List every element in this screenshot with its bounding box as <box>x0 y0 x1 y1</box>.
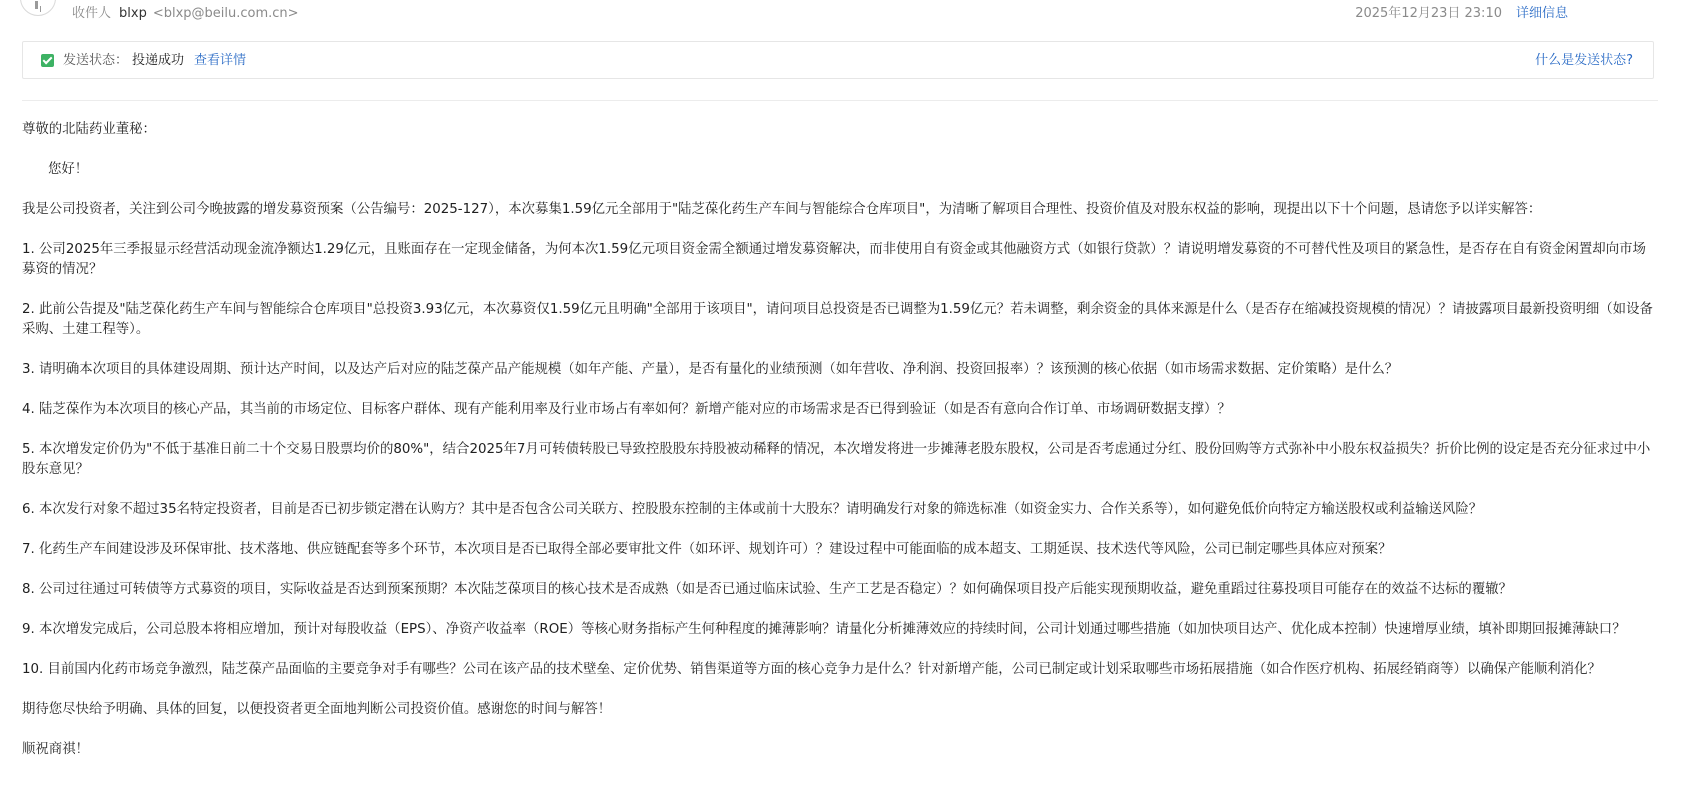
question-8: 8. 公司过往通过可转债等方式募资的项目，实际收益是否达到预案预期？本次陆芝葆项目的核心技术是否成熟（如是否已通过临床试验、生产工艺是否稳定）？如何确保项目投产后能实现预期收益，避免重蹈过往募投项目可能存在的效益不达标的覆辙？ <box>22 582 1512 597</box>
header-meta <box>1355 4 1568 24</box>
question-9: 9. 本次增发完成后，公司总股本将相应增加，预计对每股收益（EPS）、净资产收益率（ROE）等核心财务指标产生何种程度的摊薄影响？请量化分析摊薄效应的持续时间，公司计划通过哪些措施（如加快项目达产、优化成本控制）快速增厚业绩，填补即期回报摊薄缺口？ <box>22 622 1626 637</box>
question-2: 2. 此前公告提及"陆芝葆化药生产车间与智能综合仓库项目"总投资3.93亿元，本次募资仅1.59亿元且明确"全部用于该项目"，请问项目总投资是否已调整为1.59亿元？若未调整，剩余资金的具体来源是什么（是否存在缩减投资规模的情况）？请披露项目最新投资明细（如设备采购、土建工程等）。 <box>22 302 1653 337</box>
question-1: 1. 公司2025年三季报显示经营活动现金流净额达1.29亿元，且账面存在一定现金储备，为何本次1.59亿元项目资金需全额通过增发募资解决，而非使用自有资金或其他融资方式（如银行贷款）？请说明增发募资的不可替代性及项目的紧急性，是否存在自有资金闲置却向市场募资的情况？ <box>22 242 1646 277</box>
signoff: 顺祝商祺！ <box>22 742 89 757</box>
recipient-name[interactable]: blxp <box>119 6 147 21</box>
question-10: 10. 目前国内化药市场竞争激烈，陆芝葆产品面临的主要竞争对手有哪些？公司在该产品的技术壁垒、定价优势、销售渠道等方面的核心竞争力是什么？针对新增产能，公司已制定或计划采取哪些市场拓展措施（如合作医疗机构、拓展经销商等）以确保产能顺利消化？ <box>22 662 1601 677</box>
check-icon <box>41 54 54 67</box>
view-details-link[interactable]: 查看详情 <box>194 53 247 68</box>
sender-avatar[interactable] <box>20 0 56 16</box>
status-label: 发送状态： <box>63 53 129 68</box>
question-4: 4. 陆芝葆作为本次项目的核心产品，其当前的市场定位、目标客户群体、现有产能利用率及行业市场占有率如何？新增产能对应的市场需求是否已得到验证（如是否有意向合作订单、市场调研数据支撑）？ <box>22 402 1231 417</box>
hello: 您好！ <box>48 162 89 177</box>
recipient-label: 收件人 <box>72 6 112 21</box>
closing-paragraph: 期待您尽快给予明确、具体的回复，以便投资者更全面地判断公司投资价值。感谢您的时间与解答！ <box>22 702 612 717</box>
sent-datetime: 2025年12月23日 23:10 <box>1355 6 1502 21</box>
delivery-status-bar <box>22 41 1654 79</box>
intro-paragraph: 我是公司投资者，关注到公司今晚披露的增发募资预案（公告编号：2025-127），本次募集1.59亿元全部用于"陆芝葆化药生产车间与智能综合仓库项目"，为清晰了解项目合理性、投资价值及对股东权益的影响，现提出以下十个问题，恳请您予以详实解答： <box>22 202 1542 217</box>
recipient-line <box>72 4 299 24</box>
recipient-email: <blxp@beilu.com.cn> <box>152 6 299 21</box>
email-body <box>22 120 1658 760</box>
email-header <box>0 0 1686 30</box>
details-link[interactable]: 详细信息 <box>1515 6 1568 21</box>
divider <box>22 100 1658 101</box>
greeting: 尊敬的北陆药业董秘： <box>22 122 156 137</box>
question-3: 3. 请明确本次项目的具体建设周期、预计达产时间，以及达产后对应的陆芝葆产品产能规模（如年产能、产量），是否有量化的业绩预测（如年营收、净利润、投资回报率）？该预测的核心依据（如市场需求数据、定价策略）是什么？ <box>22 362 1399 377</box>
status-value: 投递成功 <box>132 53 185 68</box>
status-text <box>63 51 246 71</box>
status-help-link[interactable]: 什么是发送状态? <box>1535 53 1633 68</box>
question-6: 6. 本次发行对象不超过35名特定投资者，目前是否已初步锁定潜在认购方？其中是否包含公司关联方、控股股东控制的主体或前十大股东？请明确发行对象的筛选标准（如资金实力、合作关系等），如何避免低价向特定方输送股权或利益输送风险？ <box>22 502 1483 517</box>
question-7: 7. 化药生产车间建设涉及环保审批、技术落地、供应链配套等多个环节，本次项目是否已取得全部必要审批文件（如环评、规划许可）？建设过程中可能面临的成本超支、工期延误、技术迭代等风险，公司已制定哪些具体应对预案？ <box>22 542 1392 557</box>
question-5: 5. 本次增发定价仍为"不低于基准日前二十个交易日股票均价的80%"，结合2025年7月可转债转股已导致控股股东持股被动稀释的情况，本次增发将进一步摊薄老股东股权，公司是否考虑通过分红、股份回购等方式弥补中小股东权益损失？折价比例的设定是否充分征求过中小股东意见？ <box>22 442 1651 477</box>
